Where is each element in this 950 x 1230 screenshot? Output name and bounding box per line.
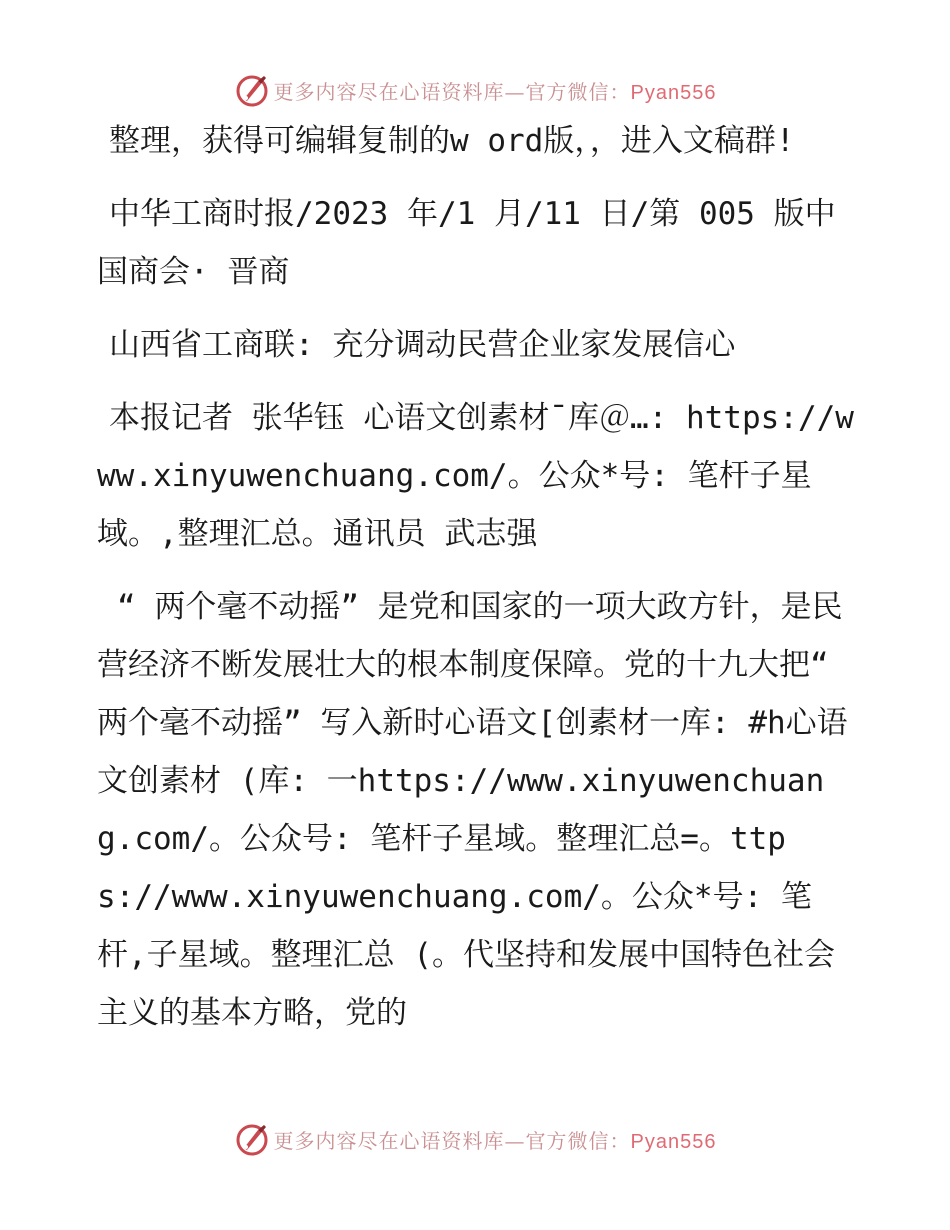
header-banner-text: 更多内容尽在心语资料库—官方微信： xyxy=(273,79,631,104)
quill-logo-icon xyxy=(234,72,270,108)
paragraph-3: 山西省工商联: 充分调动民营企业家发展信心 xyxy=(109,327,736,363)
footer-banner xyxy=(0,1119,950,1159)
footer-banner-text: 更多内容尽在心语资料库—官方微信： xyxy=(273,1128,631,1153)
paragraph-1: 整理，获得可编辑复制的w ord版，，进入文稿群! xyxy=(109,123,795,159)
paragraph-2: 中华工商时报/2023 年/1 月/11 日/第 005 版中国商会· 晋商 xyxy=(97,196,836,290)
document-body xyxy=(97,112,857,1042)
header-banner xyxy=(0,70,950,110)
quill-logo-icon xyxy=(234,1121,270,1157)
header-wechat-id: Pyan556 xyxy=(630,81,717,104)
paragraph-4: 本报记者 张华钰 心语文创素材¯库＠…: https://www.xinyuwenchuang.com/。公众*号: 笔杆子星域。,整理汇总。通讯员 武志强 xyxy=(97,400,854,552)
footer-wechat-id: Pyan556 xyxy=(630,1130,717,1153)
paragraph-5: “ 两个毫不动摇” 是党和国家的一项大政方针，是民营经济不断发展壮大的根本制度保障。党的十九大把“ 两个毫不动摇” 写入新时心语文[创素材一库: #h心语文创素材 (库: 一https://www.xinyuwenchuang.com/。公众号: 笔杆子星域。整理汇总=。ttps://www.xinyuwenchuang.com/。公众*号: 笔杆,子星域。整理汇总 (。代坚持和发展中国特色社会主义的基本方略，党的 xyxy=(97,589,848,1031)
